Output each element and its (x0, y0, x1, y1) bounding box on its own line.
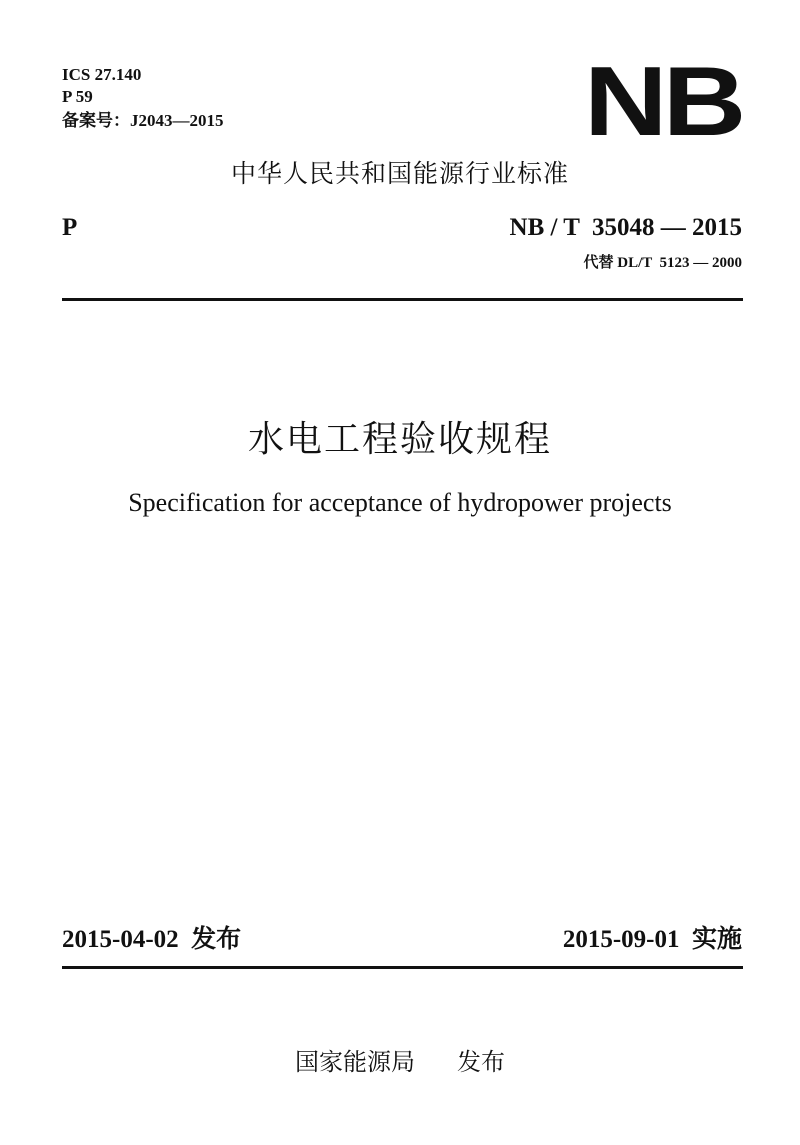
ccs-code: P 59 (62, 87, 93, 106)
category-letter: P (62, 214, 78, 241)
publisher-action: 发布 (457, 1048, 505, 1076)
standard-type-heading: 中华人民共和国能源行业标准 (230, 159, 569, 188)
document-title-chinese: 水电工程验收规程 (247, 419, 552, 460)
effective-date: 2015-09-01 实施 (562, 926, 742, 953)
bottom-divider (62, 966, 743, 969)
top-divider (62, 298, 743, 301)
issue-date: 2015-04-02 发布 (62, 926, 242, 953)
filing-number: 备案号：J2043—2015 (62, 111, 224, 130)
nb-logo: NB (584, 46, 742, 156)
publisher-name: 国家能源局 (295, 1048, 415, 1076)
ics-code: ICS 27.140 (62, 65, 142, 84)
replaces-standard: 代替 DL/T 5123 — 2000 (583, 255, 742, 271)
publisher-line (0, 1044, 800, 1080)
document-title-english: Specification for acceptance of hydropower projects (128, 488, 672, 517)
standard-number: NB / T 35048 — 2015 (509, 214, 742, 241)
